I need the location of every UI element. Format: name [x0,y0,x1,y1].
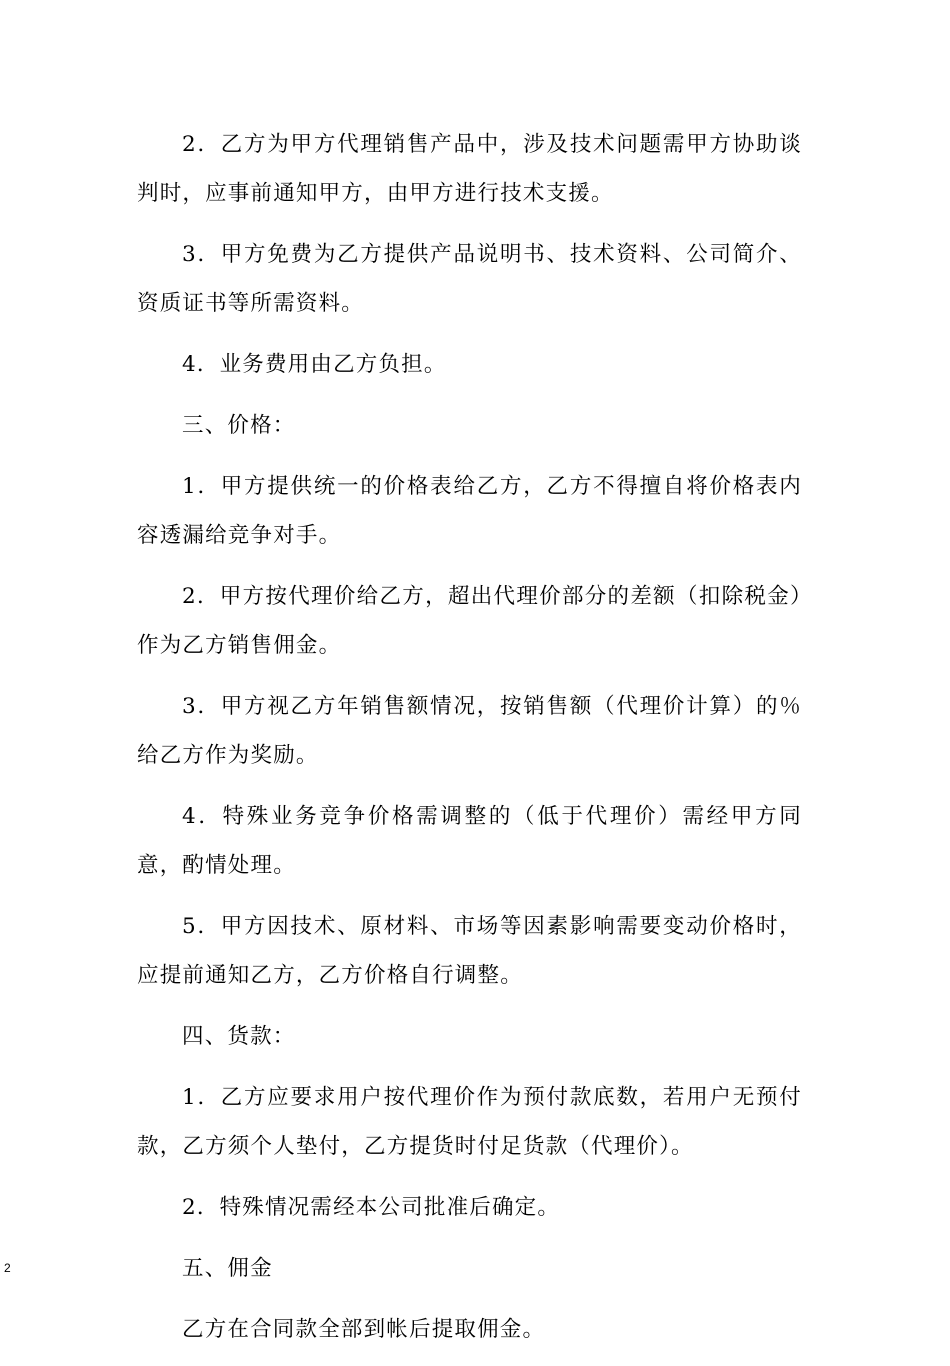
document-body [137,120,802,1366]
paragraph-commission-withdrawal: 乙方在合同款全部到帐后提取佣金。 [182,1317,546,1342]
paragraph-annual-reward: 3．甲方视乙方年销售额情况，按销售额（代理价计算）的％给乙方作为奖励。 [137,694,802,768]
paragraph-free-materials: 3．甲方免费为乙方提供产品说明书、技术资料、公司简介、资质证书等所需资料。 [137,242,802,316]
paragraph-price-change: 5．甲方因技术、原材料、市场等因素影响需要变动价格时，应提前通知乙方，乙方价格自行调整。 [137,914,802,988]
paragraph-technical-support: 2．乙方为甲方代理销售产品中，涉及技术问题需甲方协助谈判时，应事前通知甲方，由甲方进行技术支援。 [137,132,802,206]
section-heading-commission: 五、佣金 [182,1256,273,1281]
paragraph-business-expenses: 4．业务费用由乙方负担。 [182,352,447,377]
paragraph-unified-price-list: 1．甲方提供统一的价格表给乙方，乙方不得擅自将价格表内容透漏给竞争对手。 [137,474,802,548]
paragraph-special-approval: 2．特殊情况需经本公司批准后确定。 [182,1195,561,1220]
paragraph-advance-payment: 1．乙方应要求用户按代理价作为预付款底数，若用户无预付款，乙方须个人垫付，乙方提货时付足货款（代理价）。 [137,1085,802,1159]
page-number: 2 [4,1261,11,1275]
section-heading-payment: 四、货款： [182,1024,296,1049]
paragraph-special-pricing: 4．特殊业务竞争价格需调整的（低于代理价）需经甲方同意，酌情处理。 [137,804,802,878]
paragraph-agency-price: 2．甲方按代理价给乙方，超出代理价部分的差额（扣除税金）作为乙方销售佣金。 [137,584,802,658]
section-heading-price: 三、价格： [182,413,296,438]
